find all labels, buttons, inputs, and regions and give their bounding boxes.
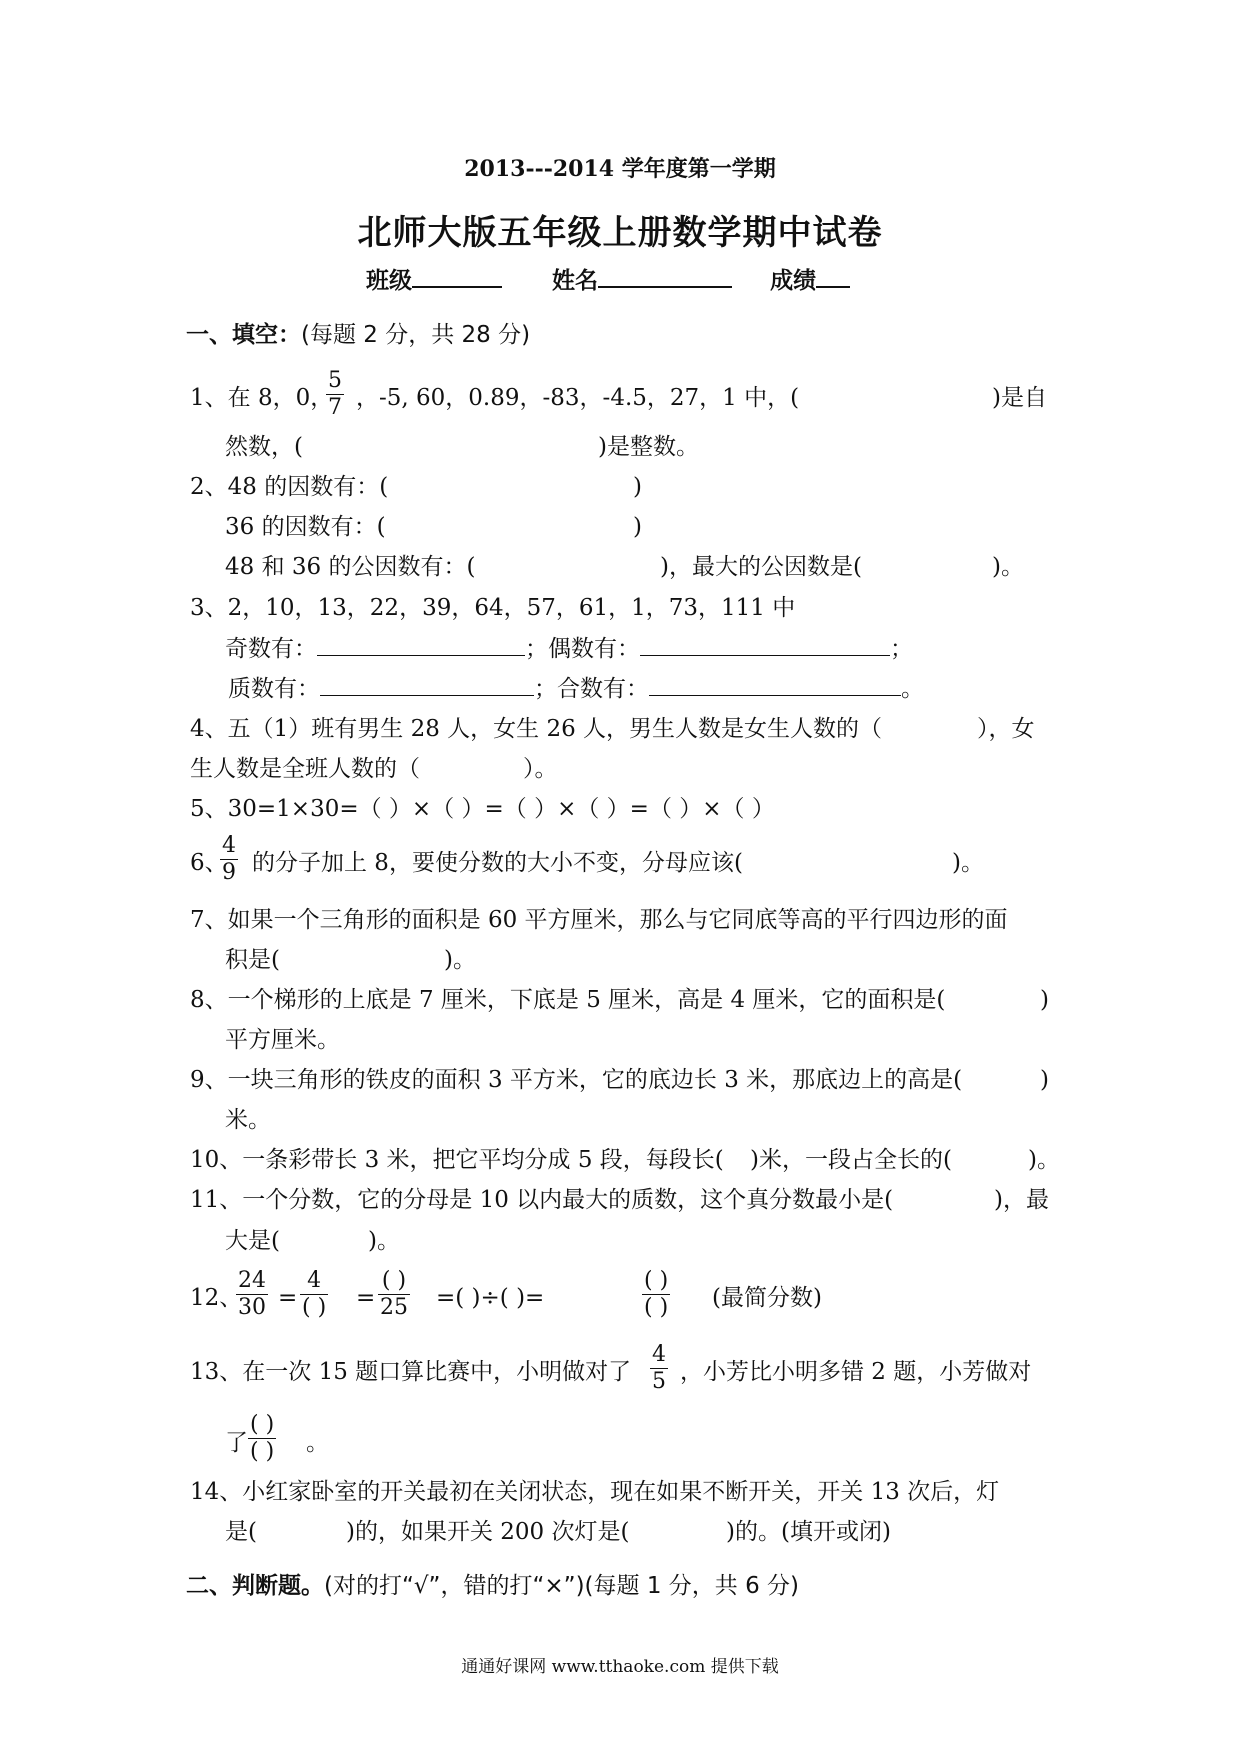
q13-fraction [650, 1342, 668, 1395]
q11-line2b: )。 [368, 1228, 400, 1254]
q3-line1: 3、2，10，13，22，39，64，57，61，1，73，111 中 [190, 595, 796, 621]
q1-part-b: ，-5, 60，0.89，-83，-4.5，27，1 中，( [356, 385, 800, 411]
class-label: 班级 [366, 267, 412, 294]
q3-odd-blank[interactable] [317, 633, 525, 656]
q2-line2: 36 的因数有：( [225, 514, 386, 540]
q13-frac-num: 4 [652, 1342, 666, 1367]
footer-credit: 通通好课网 www.tthaoke.com 提供下载 [461, 1657, 779, 1677]
section1-note: (每题 2 分，共 28 分) [301, 322, 531, 348]
q10-c: )。 [1028, 1147, 1060, 1173]
q13-line2: 了 [225, 1430, 248, 1456]
q12-frac2 [300, 1268, 328, 1321]
q3-even-label: ；偶数有： [525, 636, 640, 662]
q13-b: ，小芳比小明多错 2 题，小芳做对 [680, 1359, 1032, 1385]
q13-frac-den: 5 [652, 1369, 666, 1394]
q6-fraction [220, 833, 238, 886]
q1-line2-end: )是整数。 [598, 434, 699, 460]
q1-fraction [326, 368, 344, 421]
term-heading: 2013---2014 学年度第一学期 [464, 156, 776, 182]
q12-frac4 [642, 1268, 670, 1321]
q4-line1a: 4、五（1）班有男生 28 人，女生 26 人，男生人数是女生人数的（ [190, 716, 883, 742]
q13-answer-fraction[interactable] [248, 1412, 276, 1465]
q13-end: 。 [306, 1430, 329, 1456]
q12-frac3 [378, 1268, 410, 1321]
q12-frac4-num: ( ) [644, 1268, 669, 1293]
name-blank[interactable] [598, 262, 732, 288]
q4-line2b: ）。 [523, 756, 558, 782]
q9-line2: 米。 [225, 1107, 271, 1133]
student-info-row [366, 262, 850, 295]
q4-line2a: 生人数是全班人数的（ [190, 756, 420, 782]
q1-line2: 然数，( [225, 434, 303, 460]
q3-composite-blank[interactable] [649, 673, 901, 696]
q2-line3-end: )。 [992, 554, 1024, 580]
section1-title: 一、填空： [186, 321, 301, 348]
q2-line3: 48 和 36 的公因数有：( [225, 554, 476, 580]
q6-frac-num: 4 [222, 833, 236, 858]
q11-line1b: )，最 [994, 1187, 1049, 1213]
q8-line1a: 8、一个梯形的上底是 7 厘米，下底是 5 厘米，高是 4 厘米，它的面积是( [190, 987, 946, 1013]
score-label: 成绩 [770, 267, 817, 294]
q6-prefix: 6、 [190, 850, 228, 876]
q4-line1b: ），女 [977, 716, 1035, 742]
q11-line2a: 大是( [225, 1228, 280, 1254]
q12-division: =( )÷( )= [436, 1285, 545, 1311]
q12-note: (最简分数) [712, 1285, 822, 1311]
q2-line3-mid: )，最大的公因数是( [660, 554, 862, 580]
q8-line1b: ) [1040, 987, 1049, 1013]
q7-line1: 7、如果一个三角形的面积是 60 平方厘米，那么与它同底等高的平行四边形的面 [190, 907, 1008, 933]
q6-text: 的分子加上 8，要使分数的大小不变，分母应该( [252, 850, 743, 876]
q2-line2-end: ) [633, 514, 642, 540]
q9-line1a: 9、一块三角形的铁皮的面积 3 平方米，它的底边长 3 米，那底边上的高是( [190, 1067, 963, 1093]
q13-answer-den: ( ) [250, 1439, 275, 1464]
q14-line2b: )的，如果开关 200 次灯是( [346, 1519, 630, 1545]
q12-frac3-num: ( ) [378, 1268, 410, 1295]
q12-frac3-den: 25 [380, 1295, 408, 1320]
section2-heading [186, 1571, 799, 1601]
q13-answer-num: ( ) [250, 1412, 275, 1437]
q3-even-blank[interactable] [640, 633, 890, 656]
q1-frac-num: 5 [328, 368, 342, 393]
q7-line2b: )。 [444, 947, 476, 973]
score-blank[interactable] [816, 262, 850, 288]
q12-frac1 [236, 1268, 268, 1321]
q3-prime-row [228, 673, 924, 704]
q3-prime-label: 质数有： [228, 676, 320, 702]
section2-title: 二、判断题。 [186, 1572, 324, 1599]
section1-heading [186, 320, 530, 350]
q6-frac-den: 9 [222, 860, 236, 885]
q13-a: 13、在一次 15 题口算比赛中，小明做对了 [190, 1359, 632, 1385]
q3-composite-label: ；合数有： [534, 676, 649, 702]
q12-eq1: = [278, 1285, 298, 1311]
q12-eq2: = [356, 1285, 376, 1311]
q1-part-c: )是自 [992, 385, 1047, 411]
q7-line2a: 积是( [225, 947, 280, 973]
q10-a: 10、一条彩带长 3 米，把它平均分成 5 段，每段长( [190, 1147, 724, 1173]
q12-frac1-num: 24 [238, 1268, 266, 1293]
q1-part-a: 1、在 8，0， [190, 385, 334, 411]
q3-end: 。 [901, 676, 924, 702]
q8-line2: 平方厘米。 [225, 1027, 340, 1053]
q2-line1: 2、48 的因数有：( [190, 474, 389, 500]
q10-b: )米，一段占全长的( [750, 1147, 952, 1173]
q2-line1-end: ) [633, 474, 642, 500]
q11-line1a: 11、一个分数，它的分母是 10 以内最大的质数，这个真分数最小是( [190, 1187, 894, 1213]
name-label: 姓名 [552, 267, 599, 294]
q3-odd-label: 奇数有： [225, 636, 317, 662]
q12-frac2-den: ( ) [302, 1295, 327, 1320]
q6-end: )。 [952, 850, 984, 876]
q12-frac4-den: ( ) [644, 1295, 669, 1320]
section2-note: (对的打“√”，错的打“×”)(每题 1 分，共 6 分) [324, 1573, 799, 1599]
q14-line2c: )的。(填开或闭) [726, 1519, 891, 1545]
q3-odd-row [225, 633, 913, 664]
exam-title: 北师大版五年级上册数学期中试卷 [357, 213, 883, 253]
class-blank[interactable] [412, 262, 502, 288]
q3-prime-blank[interactable] [320, 673, 534, 696]
q1-frac-den: 7 [328, 395, 342, 420]
q12-frac2-num: 4 [300, 1268, 328, 1295]
q12-prefix: 12、 [190, 1285, 243, 1311]
q12-frac1-den: 30 [238, 1295, 266, 1320]
q3-sep: ； [890, 636, 913, 662]
q5-text: 5、30=1×30=（ ）×（ ）=（ ）×（ ）=（ ）×（ ） [190, 796, 775, 822]
q9-line1b: ) [1040, 1067, 1049, 1093]
q14-line2a: 是( [225, 1519, 257, 1545]
q14-line1: 14、小红家卧室的开关最初在关闭状态，现在如果不断开关，开关 13 次后，灯 [190, 1479, 1000, 1505]
